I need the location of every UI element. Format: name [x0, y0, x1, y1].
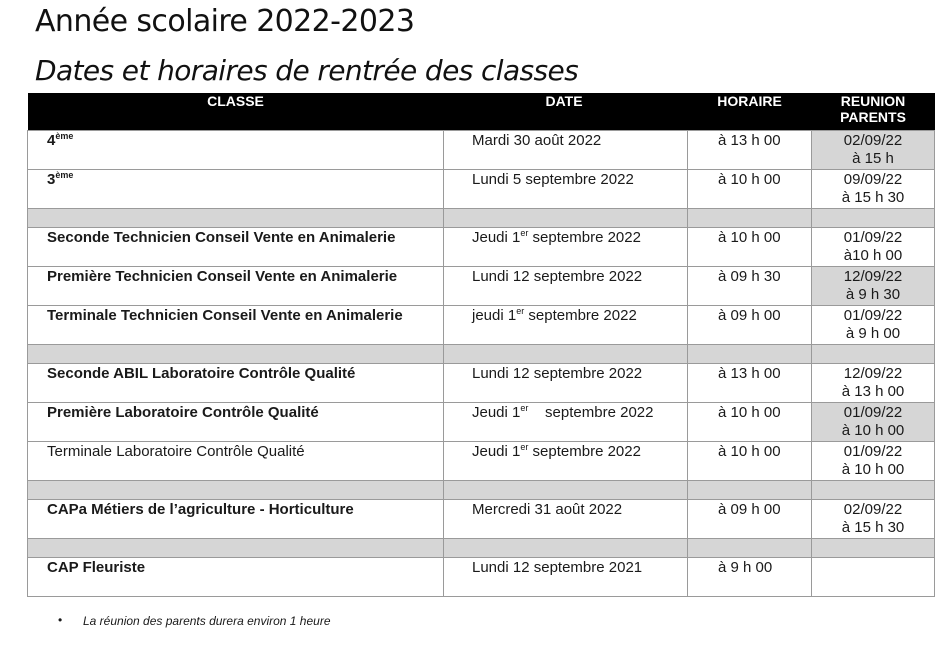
cell-horaire: à 10 h 00	[688, 403, 812, 442]
cell-classe: Seconde Technicien Conseil Vente en Animalerie	[28, 228, 444, 267]
cell-horaire: à 10 h 00	[688, 228, 812, 267]
cell-date: Lundi 5 septembre 2022	[444, 170, 688, 209]
header-reunion-parents	[812, 93, 935, 131]
cell-reunion: 02/09/22 à 15 h	[812, 131, 935, 170]
table-row	[28, 442, 935, 481]
cell-reunion: 02/09/22 à 15 h 30	[812, 500, 935, 539]
cell-classe: Terminale Laboratoire Contrôle Qualité	[28, 442, 444, 481]
cell-date: Lundi 12 septembre 2021	[444, 558, 688, 597]
table-row	[28, 403, 935, 442]
cell-date: Lundi 12 septembre 2022	[444, 267, 688, 306]
footnote: La réunion des parents durera environ 1 heure	[83, 614, 331, 628]
cell-classe: CAPa Métiers de l’agriculture - Horticulture	[28, 500, 444, 539]
note-bullet: •	[58, 613, 63, 627]
table-row	[28, 170, 935, 209]
cell-reunion: 09/09/22 à 15 h 30	[812, 170, 935, 209]
cell-reunion: 01/09/22 à 10 h 00	[812, 442, 935, 481]
cell-reunion: 01/09/22 à10 h 00	[812, 228, 935, 267]
cell-classe: Première Technicien Conseil Vente en Animalerie	[28, 267, 444, 306]
cell-horaire: à 09 h 30	[688, 267, 812, 306]
separator-row	[28, 209, 935, 228]
cell-classe: CAP Fleuriste	[28, 558, 444, 597]
cell-date: Lundi 12 septembre 2022	[444, 364, 688, 403]
cell-horaire: à 10 h 00	[688, 442, 812, 481]
cell-horaire: à 9 h 00	[688, 558, 812, 597]
table-header-row	[28, 93, 935, 131]
cell-reunion: 12/09/22 à 13 h 00	[812, 364, 935, 403]
table-row	[28, 267, 935, 306]
document-subtitle: Dates et horaires de rentrée des classes	[35, 54, 579, 87]
cell-date: Jeudi 1er septembre 2022	[444, 403, 688, 442]
cell-date: Jeudi 1er septembre 2022	[444, 442, 688, 481]
table-row	[28, 131, 935, 170]
document-title: Année scolaire 2022-2023	[35, 4, 415, 39]
table-row	[28, 558, 935, 597]
separator-row	[28, 345, 935, 364]
cell-horaire: à 13 h 00	[688, 364, 812, 403]
cell-reunion: 12/09/22 à 9 h 30	[812, 267, 935, 306]
table-row	[28, 500, 935, 539]
cell-reunion: 01/09/22 à 10 h 00	[812, 403, 935, 442]
header-reunion-line2: PARENTS	[840, 109, 906, 125]
cell-date: Jeudi 1er septembre 2022	[444, 228, 688, 267]
table-row	[28, 228, 935, 267]
cell-classe: Seconde ABIL Laboratoire Contrôle Qualité	[28, 364, 444, 403]
cell-date: jeudi 1er septembre 2022	[444, 306, 688, 345]
separator-row	[28, 481, 935, 500]
cell-horaire: à 09 h 00	[688, 306, 812, 345]
separator-row	[28, 539, 935, 558]
cell-classe: 4ème	[28, 131, 444, 170]
header-classe: CLASSE	[28, 93, 444, 131]
cell-reunion: 01/09/22 à 9 h 00	[812, 306, 935, 345]
table-row	[28, 364, 935, 403]
cell-horaire: à 10 h 00	[688, 170, 812, 209]
cell-date: Mercredi 31 août 2022	[444, 500, 688, 539]
cell-reunion	[812, 558, 935, 597]
cell-classe: 3ème	[28, 170, 444, 209]
header-horaire: HORAIRE	[688, 93, 812, 131]
cell-classe: Première Laboratoire Contrôle Qualité	[28, 403, 444, 442]
header-reunion-line1: REUNION	[840, 93, 906, 109]
cell-date: Mardi 30 août 2022	[444, 131, 688, 170]
cell-horaire: à 13 h 00	[688, 131, 812, 170]
schedule-table	[27, 93, 935, 597]
cell-classe: Terminale Technicien Conseil Vente en Animalerie	[28, 306, 444, 345]
header-date: DATE	[444, 93, 688, 131]
table-row	[28, 306, 935, 345]
cell-horaire: à 09 h 00	[688, 500, 812, 539]
